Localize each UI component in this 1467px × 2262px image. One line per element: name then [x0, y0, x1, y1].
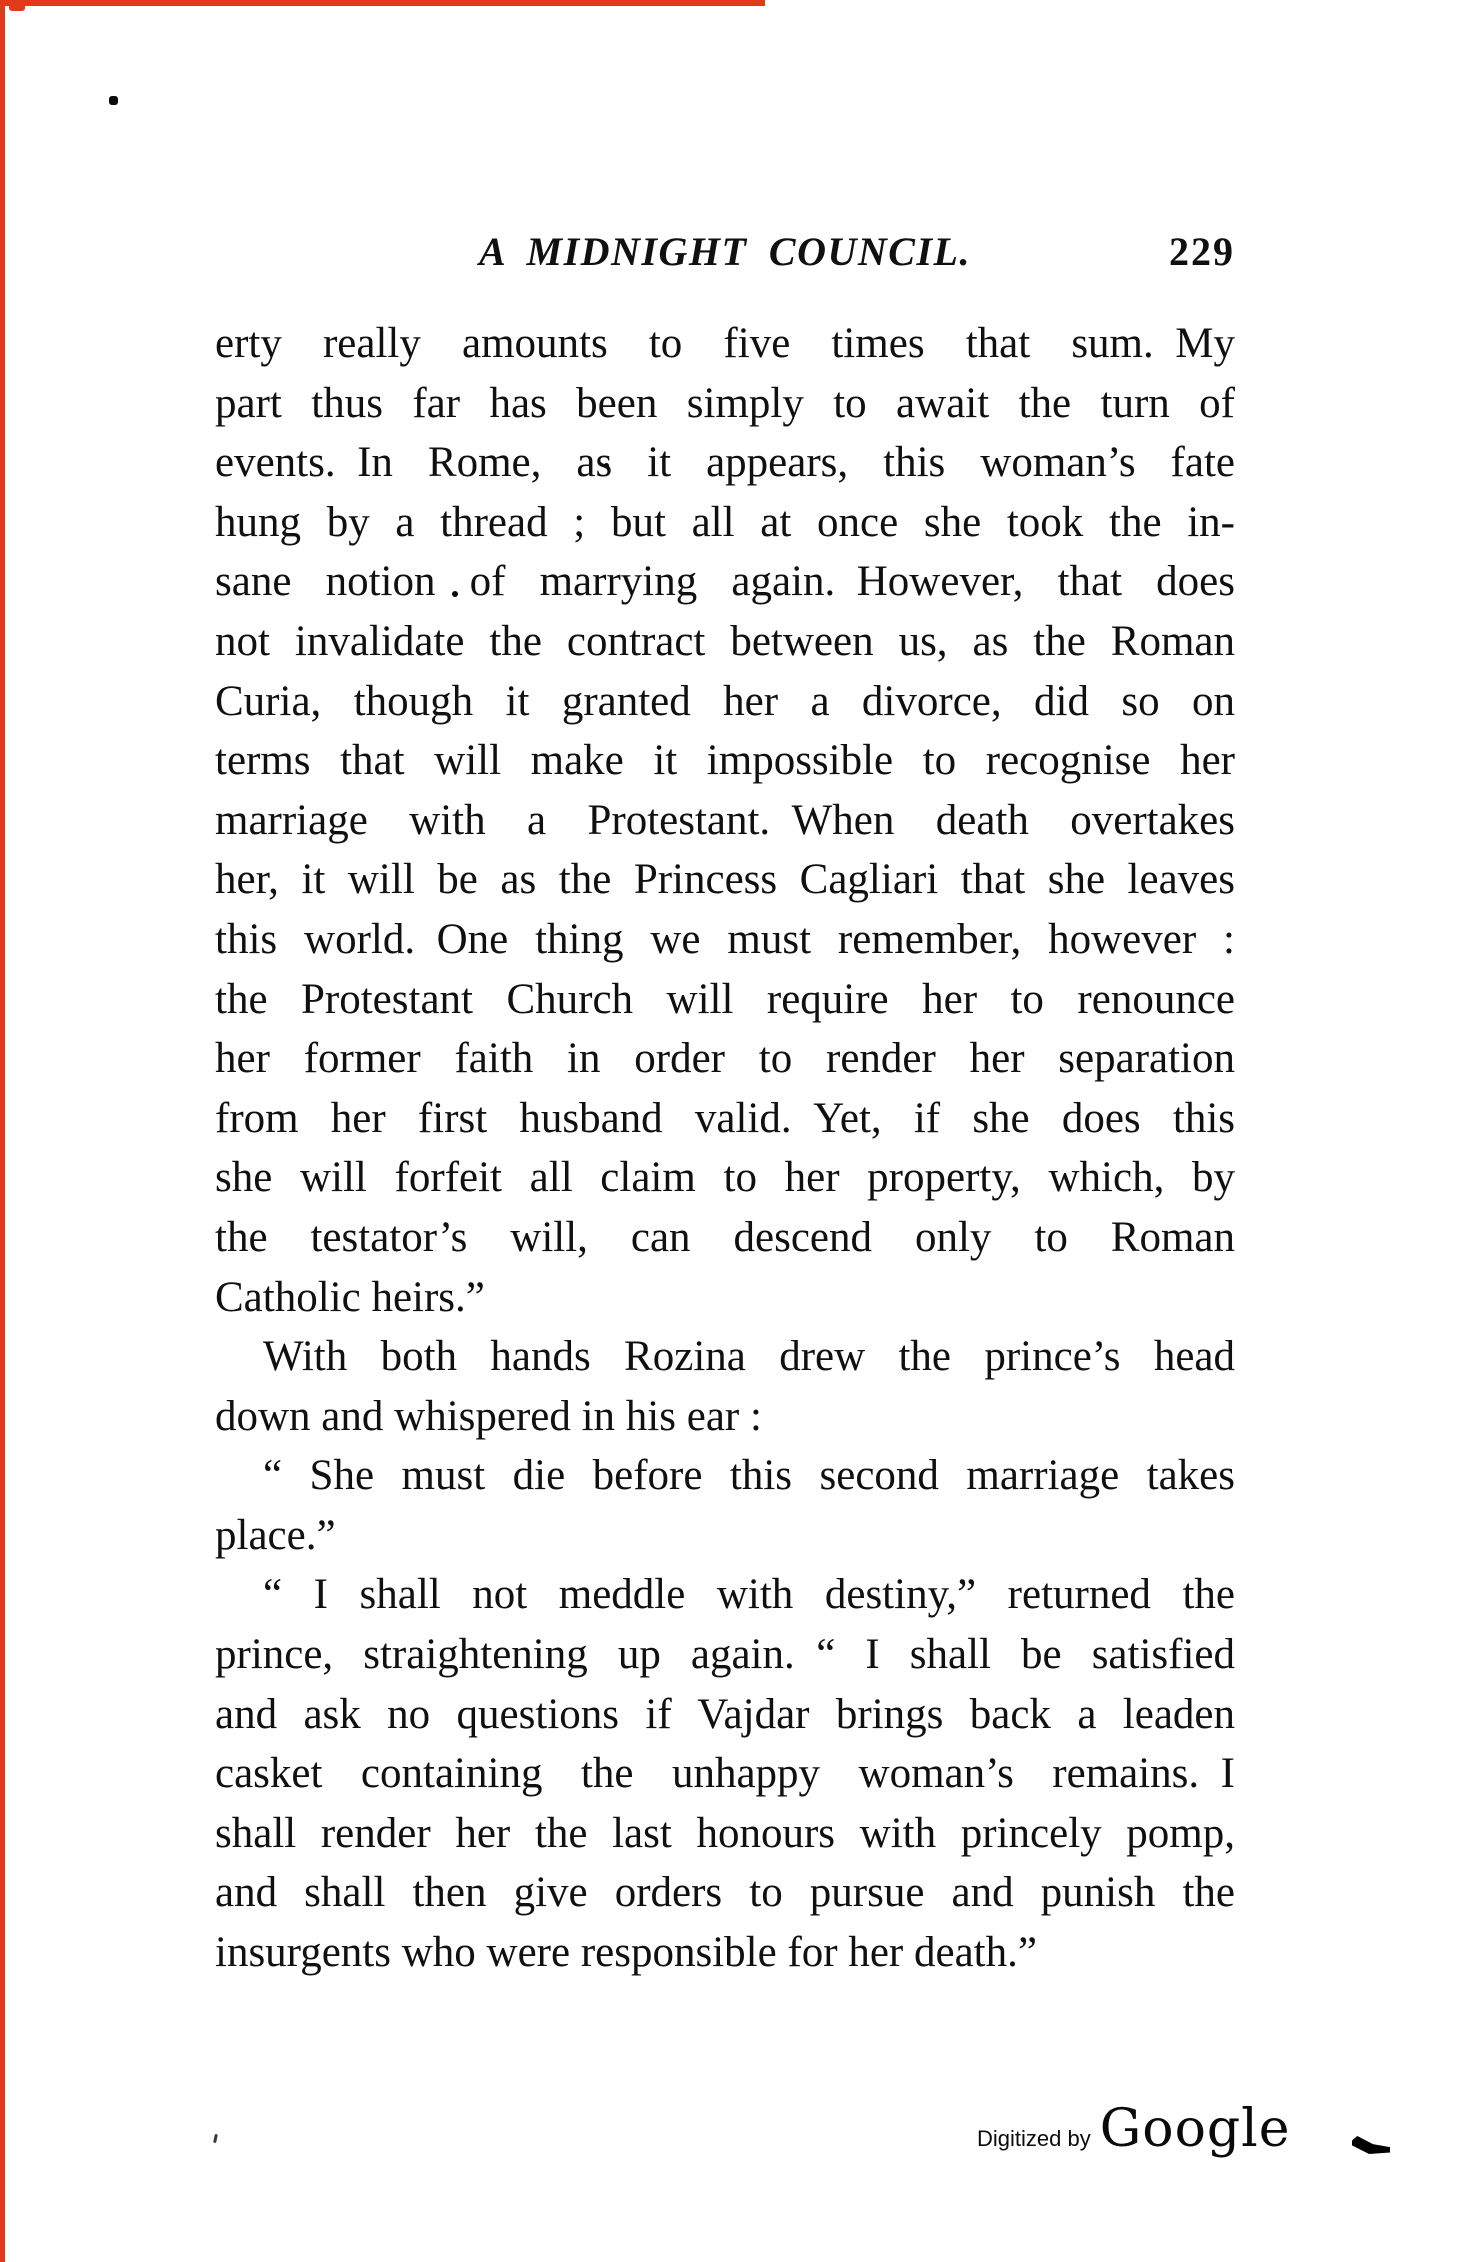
text-line: and shall then give orders to pursue and punish the: [215, 1869, 1235, 1917]
text-line: events. In Rome, as it appears, this woman’s fate: [215, 439, 1235, 487]
text-line: hung by a thread ; but all at once she took the in-: [215, 498, 1235, 546]
text-line: the testator’s will, can descend only to Roman: [215, 1213, 1235, 1261]
text-line: her former faith in order to render her separation: [215, 1035, 1235, 1083]
text-line: “ She must die before this second marriage takes: [263, 1452, 1235, 1500]
page-number: 229: [1169, 229, 1235, 274]
red-scan-edge-left: [0, 0, 5, 2262]
text-line: terms that will make it impossible to recognise her: [215, 737, 1235, 785]
red-scan-edge-top: [0, 0, 765, 6]
text-line: insurgents who were responsible for her death.”: [215, 1929, 1037, 1977]
body-text: [215, 314, 1235, 1983]
text-line: and ask no questions if Vajdar brings back a leaden: [215, 1690, 1235, 1738]
text-line: sane notion of marrying again. However, that does: [215, 558, 1235, 606]
text-line: not invalidate the contract between us, as the Roman: [215, 617, 1235, 665]
ink-speck: [109, 96, 118, 105]
text-line: part thus far has been simply to await the turn of: [215, 379, 1235, 427]
text-line: her, it will be as the Princess Cagliari that she leaves: [215, 856, 1235, 904]
page-title: A MIDNIGHT COUNCIL.: [479, 229, 971, 274]
text-line: casket containing the unhappy woman’s remains. I: [215, 1750, 1235, 1798]
text-line: place.”: [215, 1511, 336, 1559]
google-logo: Google: [1099, 2099, 1291, 2159]
text-line: from her first husband valid. Yet, if she does this: [215, 1094, 1235, 1142]
text-line: this world. One thing we must remember, however :: [215, 915, 1235, 963]
text-line: Catholic heirs.”: [215, 1273, 485, 1321]
pen-mark-icon: [1352, 2136, 1390, 2154]
red-scan-edge-corner: [9, 1, 25, 11]
watermark: [977, 2099, 1291, 2159]
text-line: she will forfeit all claim to her property, which, by: [215, 1154, 1235, 1202]
text-line: Curia, though it granted her a divorce, did so on: [215, 677, 1235, 725]
ink-speck: [213, 2134, 218, 2143]
digitized-by-label: Digitized by: [977, 2126, 1091, 2151]
text-line: With both hands Rozina drew the prince’s head: [263, 1333, 1235, 1381]
text-line: down and whispered in his ear :: [215, 1392, 762, 1440]
text-line: prince, straightening up again. “ I shall be satisfied: [215, 1631, 1235, 1679]
text-line: marriage with a Protestant. When death overtakes: [215, 796, 1235, 844]
text-line: shall render her the last honours with princely pomp,: [215, 1809, 1235, 1857]
text-line: the Protestant Church will require her to renounce: [215, 975, 1235, 1023]
text-line: “ I shall not meddle with destiny,” returned the: [263, 1571, 1235, 1619]
text-line: erty really amounts to five times that sum. My: [215, 320, 1235, 367]
